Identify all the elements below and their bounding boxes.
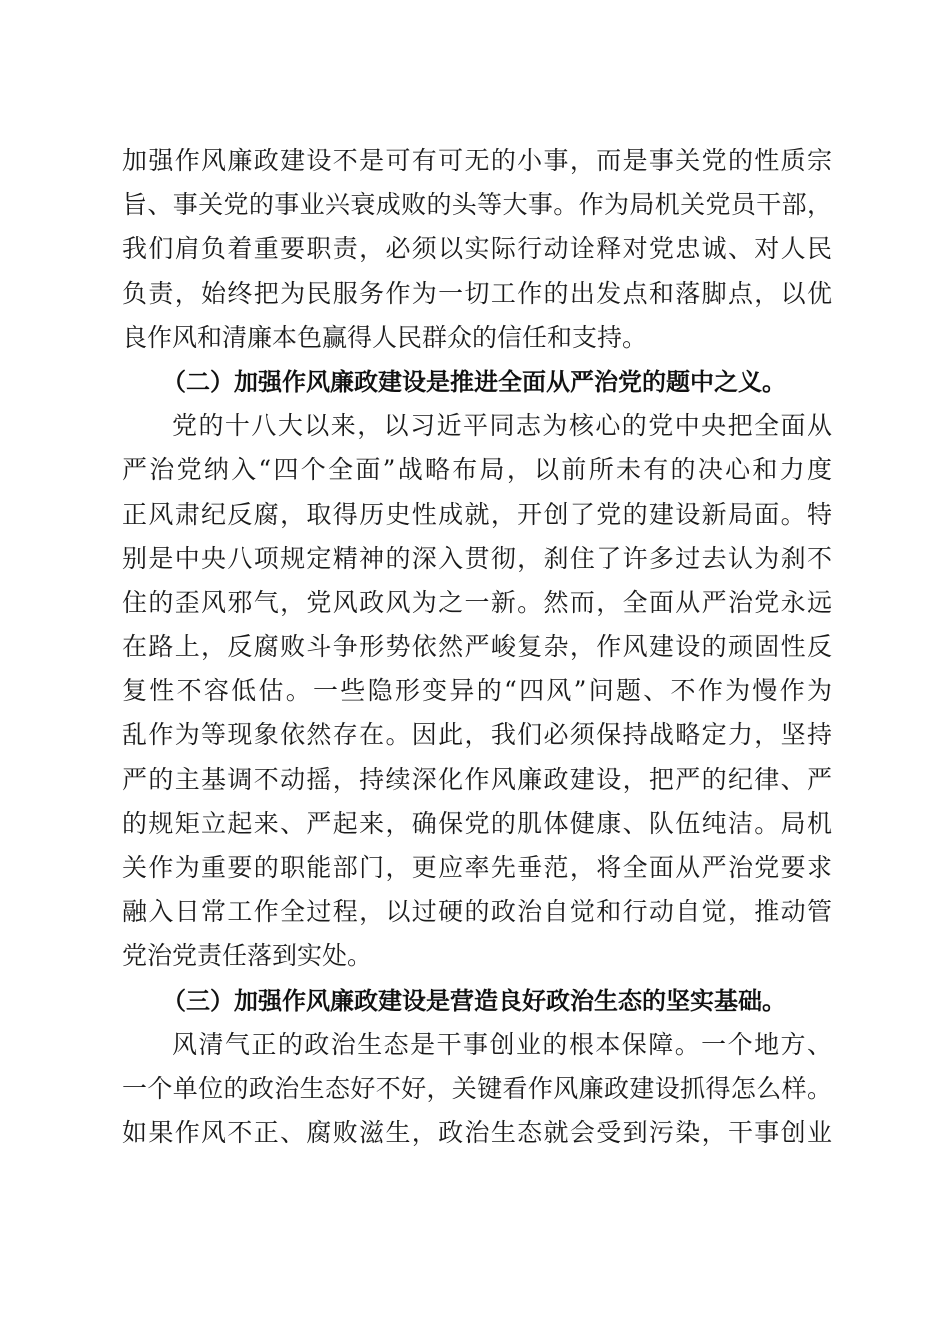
section-heading-2: （二）加强作风廉政建设是推进全面从严治党的题中之义。 (162, 367, 786, 396)
paragraph-line: 良作风和清廉本色赢得人民群众的信任和支持。 (122, 322, 648, 352)
paragraph-line: 我们肩负着重要职责，必须以实际行动诠释对党忠诚、对人民 (122, 234, 832, 264)
paragraph-line: 如果作风不正、腐败滋生，政治生态就会受到污染，干事创业 (122, 1118, 832, 1148)
paragraph-3 (122, 1023, 832, 1156)
paragraph-line: 复性不容低估。一些隐形变异的“四风”问题、不作为慢作为 (122, 676, 832, 706)
paragraph-line: 正风肃纪反腐，取得历史性成就，开创了党的建设新局面。特 (122, 499, 832, 529)
paragraph-line: 负责，始终把为民服务作为一切工作的出发点和落脚点，以优 (122, 278, 832, 308)
paragraph-line: 党治党责任落到实处。 (122, 941, 373, 971)
paragraph-1 (122, 139, 832, 360)
paragraph-line: 在路上，反腐败斗争形势依然严峻复杂，作风建设的顽固性反 (122, 632, 832, 662)
paragraph-line: 严治党纳入“四个全面”战略布局，以前所未有的决心和力度 (122, 455, 832, 485)
paragraph-2 (122, 404, 832, 978)
paragraph-line: 加强作风廉政建设不是可有可无的小事，而是事关党的性质宗 (122, 146, 832, 175)
paragraph-line: 住的歪风邪气，党风政风为之一新。然而，全面从严治党永远 (122, 587, 832, 617)
paragraph-line: 融入日常工作全过程，以过硬的政治自觉和行动自觉，推动管 (122, 897, 832, 927)
paragraph-line: 关作为重要的职能部门，更应率先垂范，将全面从严治党要求 (122, 853, 832, 882)
paragraph-line: 的规矩立起来、严起来，确保党的肌体健康、队伍纯洁。局机 (122, 808, 832, 838)
paragraph-line: 旨、事关党的事业兴衰成败的头等大事。作为局机关党员干部， (122, 190, 832, 220)
paragraph-line: 别是中央八项规定精神的深入贯彻，刹住了许多过去认为刹不 (122, 543, 832, 573)
paragraph-line: 严的主基调不动摇，持续深化作风廉政建设，把严的纪律、严 (122, 764, 832, 794)
paragraph-line: 一个单位的政治生态好不好，关键看作风廉政建设抓得怎么样。 (122, 1073, 832, 1103)
paragraph-line: 风清气正的政治生态是干事创业的根本保障。一个地方、 (172, 1029, 832, 1059)
section-heading-3: （三）加强作风廉政建设是营造良好政治生态的坚实基础。 (162, 986, 786, 1015)
paragraph-line: 乱作为等现象依然存在。因此，我们必须保持战略定力，坚持 (122, 720, 832, 750)
paragraph-line: 党的十八大以来，以习近平同志为核心的党中央把全面从 (172, 411, 832, 441)
document-body (122, 139, 832, 1155)
